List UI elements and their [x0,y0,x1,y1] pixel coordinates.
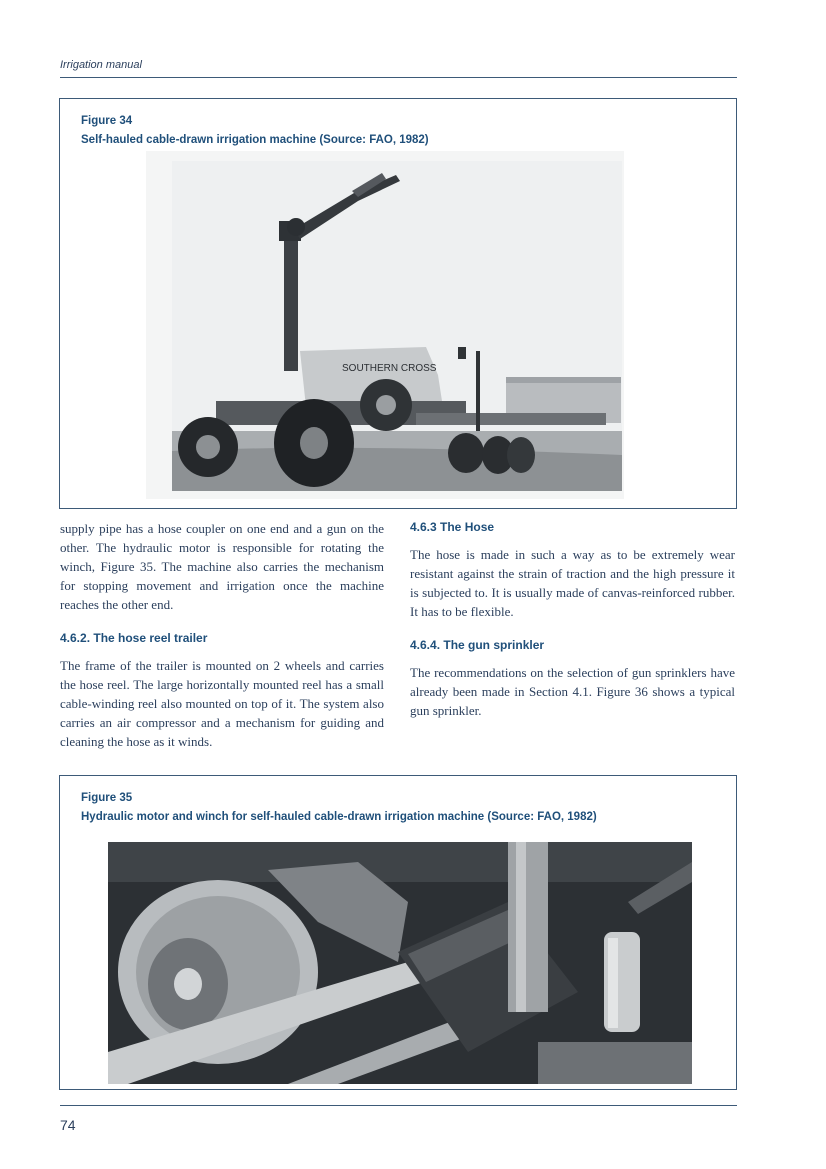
header-divider [60,77,737,78]
irrigation-machine-image [146,151,624,499]
heading-hose-reel-trailer: 4.6.2. The hose reel trailer [60,631,208,645]
heading-the-hose: 4.6.3 The Hose [410,520,495,534]
figure-34-caption: Self-hauled cable-drawn irrigation machine (Source: FAO, 1982) [81,134,429,146]
paragraph-the-hose: The hose is made in such a way as to be extremely wear resistant against the strain of traction and the high pressure it is subjected to. It is usually made of canvas-reinforced rubber. It has to be flexible. [410,547,735,619]
footer-divider [60,1105,737,1106]
figure-35 [59,775,737,1090]
figure-34-photo [146,151,624,499]
hydraulic-motor-winch-image [108,842,692,1084]
paragraph-hose-reel-trailer: The frame of the trailer is mounted on 2 wheels and carries the hose reel. The large horizontally mounted reel has a small cable-winding reel also mounted on top of it. The system also carries an air compressor and a mechanism for guiding and cleaning the hose as it winds. [60,658,384,749]
right-column [410,519,735,720]
page-number: 74 [60,1117,76,1133]
paragraph-supply-pipe: supply pipe has a hose coupler on one end and a gun on the other. The hydraulic motor is responsible for rotating the winch, Figure 35. The machine also carries the mechanism for stopping movement and irrigation once the machine reaches the other end. [60,521,384,612]
southern-cross-text: SOUTHERN CROSS [342,363,437,374]
figure-34-label: Figure 34 [81,115,133,127]
paragraph-gun-sprinkler: The recommendations on the selection of gun sprinklers have already been made in Section 4.1. Figure 36 shows a typical gun sprinkler. [410,665,735,718]
figure-35-label: Figure 35 [81,792,133,804]
left-column [60,519,384,751]
heading-gun-sprinkler: 4.6.4. The gun sprinkler [410,638,545,652]
figure-34 [59,98,737,509]
running-header: Irrigation manual [60,59,142,71]
figure-35-photo [108,842,692,1084]
figure-35-caption: Hydraulic motor and winch for self-hauled cable-drawn irrigation machine (Source: FAO, 1982) [81,811,597,823]
